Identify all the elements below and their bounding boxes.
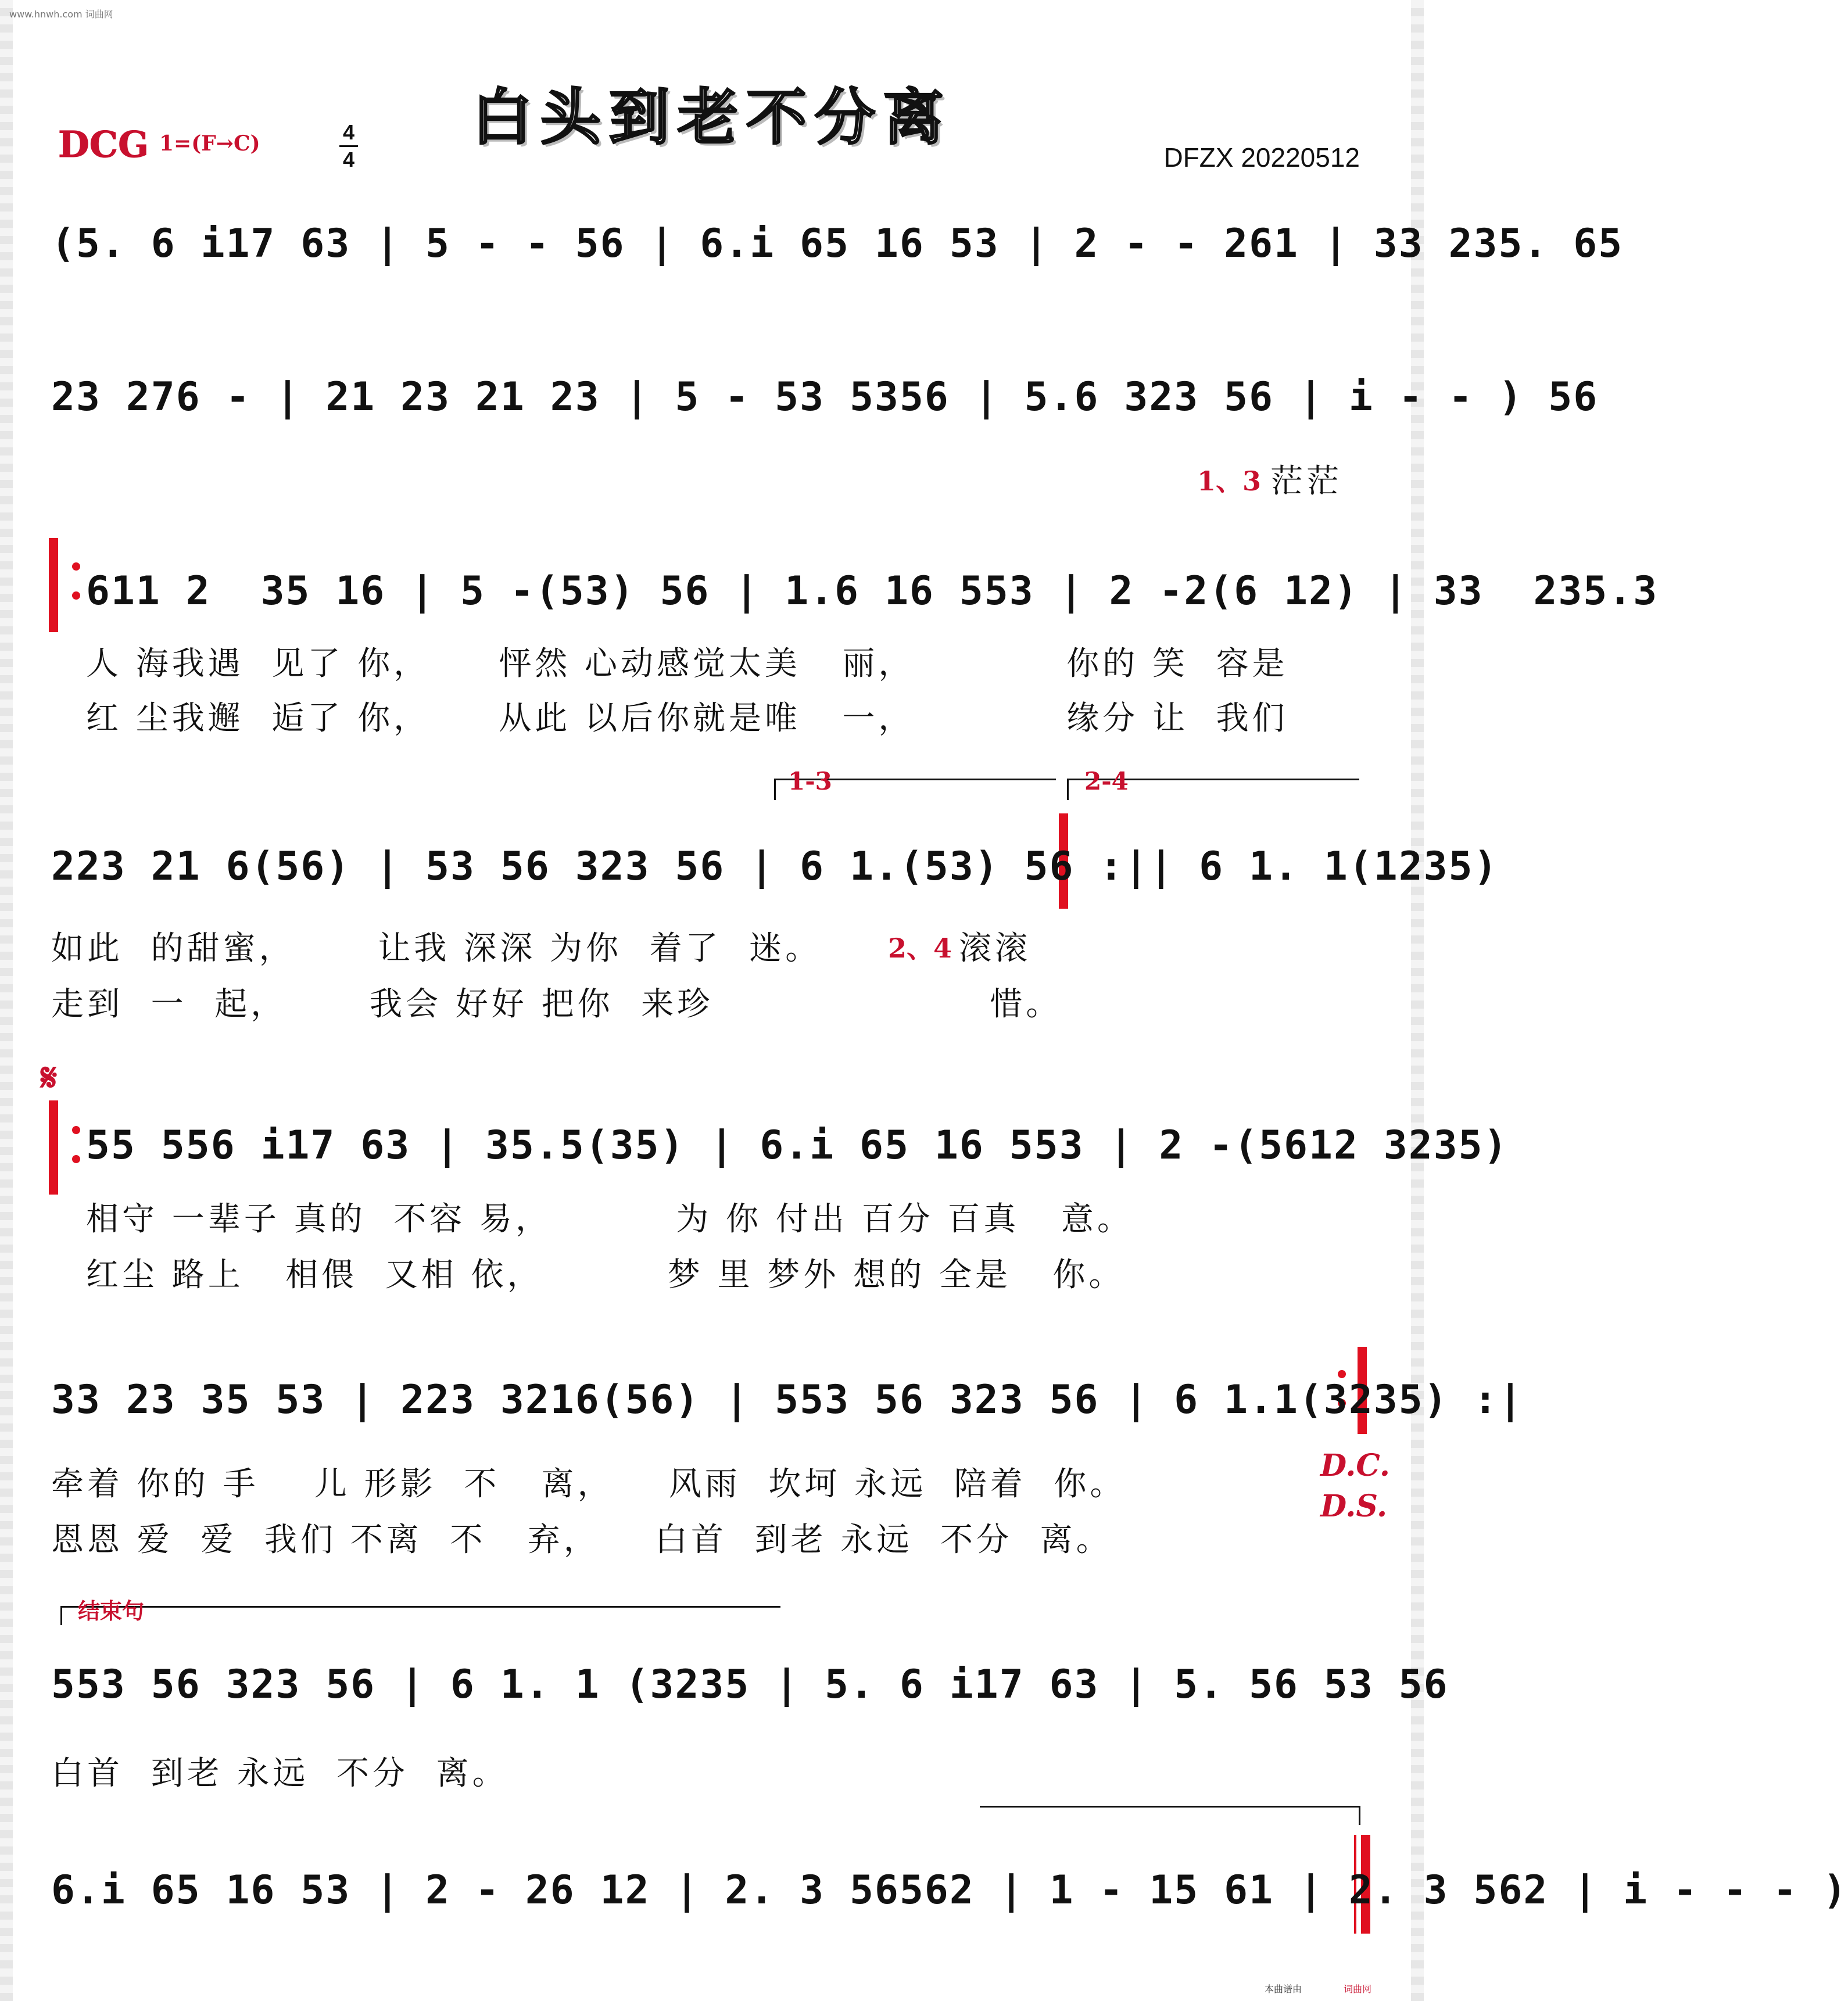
key-signature: 1=(F→C) [159,131,260,156]
final-bracket [980,1806,1360,1825]
lyrics-verse-2: 红尘 路上 相偎 又相 依， 梦 里 梦外 想的 全是 你。 [86,1256,1125,1294]
verse-label: 2、4 [888,933,952,964]
segno-icon: 𝄋 [41,1055,58,1100]
notes-line: 55 556 i17 63 | 35.5(35) | 6.i 65 16 553 | 2 -(5612 3235) [86,1123,1509,1168]
notes-line: 553 56 323 56 | 6 1. 1 (3235 | 5. 6 i17 63 | 5. 56 53 56 [51,1662,1449,1708]
site-tag: www.hnwh.com 词曲网 [9,9,113,20]
ending-label: 结束句 [78,1598,145,1624]
verse-label: 1、3 [1197,465,1262,497]
volta-1-label: 1-3 [788,767,832,795]
left-border [0,0,13,2001]
lyrics-verse-2: 走到 一 起， 我会 好好 把你 来珍 惜。 [51,985,1062,1023]
lyric-tail: 滚滚 [959,930,1031,967]
ending-bracket [60,1606,780,1625]
lyrics-verse-1: 如此 的甜蜜， 让我 深深 为你 着了 迷。 [51,930,822,967]
repeat-dot [72,1155,80,1163]
notes-line: 33 23 35 53 | 223 3216(56) | 553 56 323 56 | 6 1.1(3235) :| [51,1377,1524,1423]
repeat-start-bar [49,1100,58,1195]
notes-line: 23 276 - | 21 23 21 23 | 5 - 53 5356 | 5.6 323 56 | i - - ) 56 [51,374,1599,420]
ds-label: D.S. [1320,1489,1388,1524]
repeat-dot [72,1126,80,1134]
notes-line: 611 2 35 16 | 5 -(53) 56 | 1.6 16 553 | 2 -2(6 12) | 33 235.3 [86,568,1659,614]
lyrics-verse-2: 恩恩 爱 爱 我们 不离 不 弃， 白首 到老 永远 不分 离。 [51,1521,1112,1559]
footer-text: 本曲谱由 [1264,1984,1302,1995]
lyrics-verse-2: 红 尘我邂 逅了 你， 从此 以后你就是唯 一， 缘分 让 我们 [86,700,1288,737]
dc-ds-marks [1320,1446,1390,1527]
time-top: 4 [342,120,355,144]
lyrics-verse-1: 相守 一辈子 真的 不容 易， 为 你 付出 百分 百真 意。 [86,1200,1133,1238]
notes-line: (5. 6 i17 63 | 5 - - 56 | 6.i 65 16 53 | 2 - - 261 | 33 235. 65 [51,221,1624,267]
notes-line: 223 21 6(56) | 53 56 323 56 | 6 1.(53) 56 :|| 6 1. 1(1235) [51,844,1499,890]
time-bottom: 4 [342,148,355,171]
footer-logo: 词曲网 [1343,1984,1371,1995]
repeat-dot [72,591,80,600]
dcg-label: DCG [58,123,149,166]
notes-line: 6.i 65 16 53 | 2 - 26 12 | 2. 3 56562 | 1 - 15 61 | 2. 3 562 | i - - - ) [51,1867,1848,1913]
lyrics-verse-1: 人 海我遇 见了 你， 怦然 心动感觉太美 丽， 你的 笑 容是 [86,645,1288,683]
repeat-start-bar [49,538,58,632]
time-signature [337,121,360,171]
lyric-tail: 茫茫 [1270,462,1342,500]
lyrics-line: 白首 到老 永远 不分 离。 [51,1755,508,1792]
volta-2-label: 2-4 [1084,767,1129,795]
song-title: 白头到老不分离 [471,81,952,153]
author-date: DFZX 20220512 [1163,142,1360,173]
dc-label: D.C. [1320,1448,1390,1483]
lyrics-verse-1: 牵着 你的 手 儿 形影 不 离， 风雨 坎坷 永远 陪着 你。 [51,1465,1126,1503]
repeat-dot [72,562,80,571]
